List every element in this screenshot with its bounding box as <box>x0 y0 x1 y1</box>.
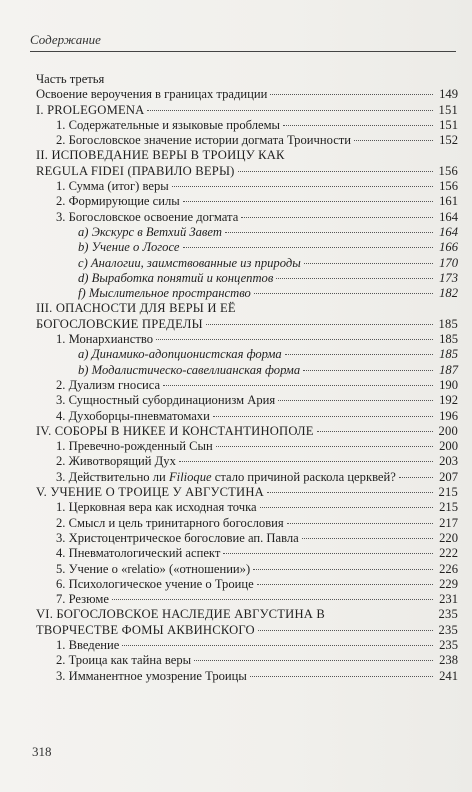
toc-entry <box>36 286 458 301</box>
dot-leader <box>276 278 433 279</box>
dot-leader <box>270 94 433 95</box>
dot-leader <box>241 217 433 218</box>
dot-leader <box>278 400 433 401</box>
dot-leader <box>267 492 433 493</box>
toc-entry-page: 235 <box>438 622 458 637</box>
toc-entry-page: 170 <box>439 255 458 270</box>
dot-leader <box>206 324 433 325</box>
part-label <box>36 72 458 87</box>
dot-leader <box>112 599 433 600</box>
dot-leader <box>179 461 433 462</box>
dot-leader <box>225 232 433 233</box>
toc-entry-title: b) Учение о Логосе <box>78 240 180 255</box>
toc-entry-title: I. PROLEGOMENA <box>36 102 145 117</box>
dot-leader <box>183 247 434 248</box>
dot-leader <box>250 676 433 677</box>
toc-entry <box>36 210 458 225</box>
toc-entry <box>36 653 458 668</box>
toc-entry-title: II. ИСПОВЕДАНИЕ ВЕРЫ В ТРОИЦУ КАК <box>36 148 285 163</box>
dot-leader <box>183 201 433 202</box>
toc-entry <box>36 271 458 286</box>
toc-entry-title: VI. БОГОСЛОВСКОЕ НАСЛЕДИЕ АВГУСТИНА В <box>36 607 326 622</box>
toc-entry-page: 231 <box>439 592 458 607</box>
toc-entry-page: 196 <box>439 408 458 423</box>
toc-entry-page: 149 <box>439 87 458 102</box>
toc-entry-title: d) Выработка понятий и концептов <box>78 270 274 285</box>
toc-entry-page: 235 <box>438 607 458 622</box>
toc-entry-page: 156 <box>439 179 458 194</box>
table-of-contents <box>36 72 458 684</box>
toc-entry-title: БОГОСЛОВСКИЕ ПРЕДЕЛЫ <box>36 316 203 331</box>
dot-leader <box>253 569 433 570</box>
toc-entry-page: 217 <box>439 515 458 530</box>
toc-entry-page: 161 <box>439 194 458 209</box>
toc-entry-page: 220 <box>439 530 458 545</box>
toc-entry-title: 4. Пневматологический аспект <box>56 546 221 561</box>
toc-entry <box>36 118 458 133</box>
toc-entry-title: 7. Резюме <box>56 592 109 607</box>
toc-entry-page: 151 <box>438 102 458 117</box>
toc-entry-title: 3. Христоцентрическое богословие ап. Павла <box>56 530 299 545</box>
toc-entry <box>36 87 458 102</box>
toc-entry-title: 3. Действительно ли Filioque стало причиной раскола церквей? <box>56 469 396 484</box>
toc-entry-title: 3. Сущностный субординационизм Ария <box>56 393 276 408</box>
toc-entry-title: 1. Содержательные и языковые проблемы <box>56 117 281 132</box>
dot-leader <box>303 370 433 371</box>
toc-entry <box>36 623 458 638</box>
toc-entry <box>36 546 458 561</box>
toc-entry <box>36 363 458 378</box>
toc-entry <box>36 256 458 271</box>
toc-entry-page: 152 <box>439 133 458 148</box>
toc-entry-title: 2. Смысл и цель тринитарного богословия <box>56 515 284 530</box>
dot-leader <box>172 186 433 187</box>
toc-entry-page: 200 <box>439 439 458 454</box>
toc-entry-title: 1. Сумма (итог) веры <box>56 179 169 194</box>
toc-entry-title: 6. Психологическое учение о Троице <box>56 576 254 591</box>
toc-entry-page: 215 <box>438 485 458 500</box>
toc-entry-page: 203 <box>439 454 458 469</box>
dot-leader <box>156 339 433 340</box>
dot-leader <box>223 553 433 554</box>
toc-entry <box>36 470 458 485</box>
toc-entry-page: 226 <box>439 561 458 576</box>
dot-leader <box>213 416 433 417</box>
toc-entry-title: a) Динамико-адопционистская форма <box>78 347 282 362</box>
toc-entry <box>36 301 458 316</box>
toc-entry-title: 2. Формирующие силы <box>56 194 180 209</box>
toc-entry <box>36 638 458 653</box>
toc-entry <box>36 378 458 393</box>
toc-entry <box>36 148 458 163</box>
toc-entry <box>36 103 458 118</box>
toc-entry <box>36 164 458 179</box>
toc-entry <box>36 225 458 240</box>
toc-entry-page: 156 <box>438 163 458 178</box>
toc-entry <box>36 240 458 255</box>
toc-entry-page: 241 <box>439 668 458 683</box>
toc-entry <box>36 133 458 148</box>
toc-entry <box>36 592 458 607</box>
toc-entry-title: 1. Церковная вера как исходная точка <box>56 500 257 515</box>
toc-entry <box>36 439 458 454</box>
toc-entry-page: 200 <box>438 423 458 438</box>
dot-leader <box>317 431 433 432</box>
dot-leader <box>302 538 433 539</box>
toc-entry-page: 185 <box>439 332 458 347</box>
toc-entry-title: 2. Дуализм гносиса <box>56 377 161 392</box>
toc-entry-title: 1. Введение <box>56 637 120 652</box>
toc-entry <box>36 485 458 500</box>
toc-entry-title: 2. Животворящий Дух <box>56 454 176 469</box>
toc-entry <box>36 179 458 194</box>
dot-leader <box>399 477 433 478</box>
toc-entry-title: 3. Богословское освоение догмата <box>56 209 239 224</box>
toc-entry-page: 229 <box>439 576 458 591</box>
dot-leader <box>122 645 433 646</box>
dot-leader <box>216 446 433 447</box>
toc-entry <box>36 669 458 684</box>
toc-entry-page: 190 <box>439 377 458 392</box>
toc-entry-title: 2. Троица как тайна веры <box>56 653 192 668</box>
toc-entry-page: 187 <box>439 362 458 377</box>
toc-entry-page: 173 <box>439 270 458 285</box>
toc-entries <box>36 87 458 684</box>
toc-entry-title: 1. Монархианство <box>56 332 154 347</box>
toc-entry-page: 164 <box>439 209 458 224</box>
dot-leader <box>287 523 433 524</box>
toc-entry-page: 207 <box>439 469 458 484</box>
toc-entry-page: 182 <box>439 286 458 301</box>
toc-entry-title: f) Мыслительное пространство <box>78 286 251 301</box>
toc-entry <box>36 454 458 469</box>
toc-entry <box>36 531 458 546</box>
toc-entry <box>36 194 458 209</box>
toc-entry-title: a) Экскурс в Ветхий Завет <box>78 224 222 239</box>
dot-leader <box>260 507 433 508</box>
toc-entry-title: 4. Духоборцы-пневматомахи <box>56 408 210 423</box>
toc-entry <box>36 347 458 362</box>
dot-leader <box>163 385 433 386</box>
toc-entry-page: 235 <box>439 637 458 652</box>
toc-entry-title: V. УЧЕНИЕ О ТРОИЦЕ У АВГУСТИНА <box>36 485 264 500</box>
dot-leader <box>147 110 433 111</box>
dot-leader <box>283 125 433 126</box>
emphasized-term: Filioque <box>168 469 212 484</box>
toc-entry-title: REGULA FIDEI (ПРАВИЛО ВЕРЫ) <box>36 163 235 178</box>
toc-entry <box>36 607 458 622</box>
dot-leader <box>304 263 433 264</box>
dot-leader <box>285 354 433 355</box>
toc-entry-title: III. ОПАСНОСТИ ДЛЯ ВЕРЫ И ЕЁ <box>36 301 236 316</box>
toc-entry <box>36 577 458 592</box>
dot-leader <box>238 171 433 172</box>
toc-entry-title: 1. Превечно-рожденный Сын <box>56 439 213 454</box>
toc-entry-page: 222 <box>439 546 458 561</box>
toc-entry-title: b) Модалистическо-савеллианская форма <box>78 362 301 377</box>
toc-entry-title: 5. Учение о «relatio» («отношении») <box>56 561 251 576</box>
toc-entry <box>36 317 458 332</box>
toc-entry <box>36 562 458 577</box>
toc-entry <box>36 393 458 408</box>
toc-entry <box>36 409 458 424</box>
toc-entry-title: Освоение вероучения в границах традиции <box>36 87 268 102</box>
toc-entry-title: 2. Богословское значение истории догмата Троичности <box>56 133 352 148</box>
toc-entry <box>36 516 458 531</box>
toc-entry-page: 151 <box>439 117 458 132</box>
toc-entry <box>36 500 458 515</box>
dot-leader <box>257 584 433 585</box>
toc-entry-page: 185 <box>439 347 458 362</box>
toc-entry-title: c) Аналогии, заимствованные из природы <box>78 255 301 270</box>
toc-entry-title: ТВОРЧЕСТВЕ ФОМЫ АКВИНСКОГО <box>36 622 255 637</box>
toc-entry-title: 3. Имманентное умозрение Троицы <box>56 668 247 683</box>
dot-leader <box>194 660 433 661</box>
dot-leader <box>354 140 433 141</box>
toc-entry-title: IV. СОБОРЫ В НИКЕЕ И КОНСТАНТИНОПОЛЕ <box>36 423 314 438</box>
running-header: Содержание <box>30 32 456 52</box>
toc-entry <box>36 332 458 347</box>
toc-entry <box>36 424 458 439</box>
toc-entry-page: 185 <box>438 316 458 331</box>
toc-entry-page: 215 <box>439 500 458 515</box>
toc-entry-page: 164 <box>439 224 458 239</box>
dot-leader <box>258 630 433 631</box>
toc-entry-page: 166 <box>439 240 458 255</box>
page-number: 318 <box>32 744 52 759</box>
toc-entry-page: 192 <box>439 393 458 408</box>
part-label-text: Часть третья <box>36 72 105 86</box>
dot-leader <box>254 293 433 294</box>
toc-entry-page: 238 <box>439 653 458 668</box>
